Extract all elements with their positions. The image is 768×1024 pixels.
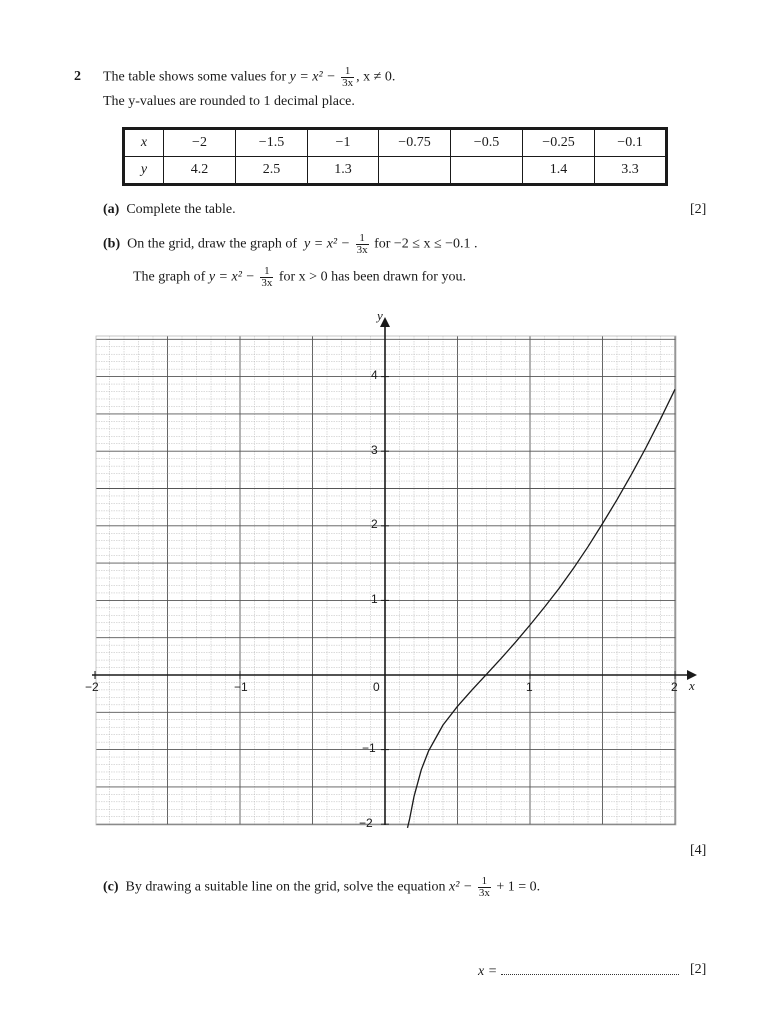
eq-fraction: $\frac{1}{3x}$ [356,232,368,256]
y-tick-label: −2 [359,816,373,830]
y-tick-label: 2 [371,517,378,531]
frac-num: 1 [341,66,354,78]
eq-y: y [289,69,296,85]
part-a-label: (a) [103,202,120,217]
table-y-label: y [125,157,164,184]
curve-positive-x [408,389,676,828]
x-tick-label: −2 [85,680,99,694]
part-b-text: On the grid, draw the graph of [127,236,298,252]
question-number: 2 [74,69,81,84]
grid-border [96,336,676,825]
table-cell: 1.4 [523,157,595,184]
table-cell: −0.5 [451,130,523,157]
part-c-text: By drawing a suitable line on the grid, solve the equation [125,879,446,895]
part-b-line2: The graph of y = x² − $\frac{1}{3x}$ for x > 0 has been drawn for you. [133,265,466,289]
intro-condition: x ≠ 0. [363,69,396,85]
frac-den: 3x [342,77,354,89]
part-b-label: (b) [103,236,121,252]
y-axis-label: y [377,308,383,323]
table-cell: 3.3 [595,157,666,184]
answer-line [478,962,679,980]
eq-fraction: $\frac{1}{3x}$ [261,265,273,289]
table-cell: −1.5 [236,130,308,157]
answer-label: x = [478,964,498,979]
x-tick-label: −1 [234,680,248,694]
y-tick-label: 1 [371,592,378,606]
part-b-range: for −2 ≤ x ≤ −0.1 . [374,236,478,252]
eq-x2: = x² − [299,69,336,85]
table-cell: −0.25 [523,130,595,157]
x-tick-label: 0 [373,680,380,694]
x-tick-label: 2 [671,680,678,694]
part-a-text: Complete the table. [126,202,236,217]
table-cell: 2.5 [236,157,308,184]
intro-text: The table shows some values for [103,69,287,85]
part-c-label: (c) [103,879,119,895]
table-x-label: x [125,130,164,157]
table-cell: −2 [164,130,236,157]
part-b: (b) On the grid, draw the graph of y = x² − $\frac{1}{3x}$ for −2 ≤ x ≤ −0.1 . [103,232,478,256]
answer-input[interactable] [501,962,679,975]
table-cell: −1 [308,130,379,157]
rounding-note: The y-values are rounded to 1 decimal place. [103,94,355,109]
part-c-marks: [2] [690,962,707,977]
question-intro: The table shows some values for y = x² − $\frac{1}{3x}$ , x ≠ 0. [103,65,396,89]
y-tick-label: 4 [371,368,378,382]
table-cell: 1.3 [308,157,379,184]
y-tick-label: 3 [371,443,378,457]
table-cell: −0.75 [379,130,451,157]
table-cell: 4.2 [164,157,236,184]
part-c: (c) By drawing a suitable line on the grid, solve the equation x² − $\frac{1}{3x}$ + 1 = 0. [103,875,541,899]
y-tick-label: −1 [362,741,376,755]
x-tick-label: 1 [526,680,533,694]
part-b-marks: [4] [690,843,707,858]
table-cell: −0.1 [595,130,666,157]
x-axis-label: x [689,678,695,693]
eq-fraction: $\frac{1}{3x}$ [478,875,490,899]
part-a-marks: [2] [690,202,707,217]
